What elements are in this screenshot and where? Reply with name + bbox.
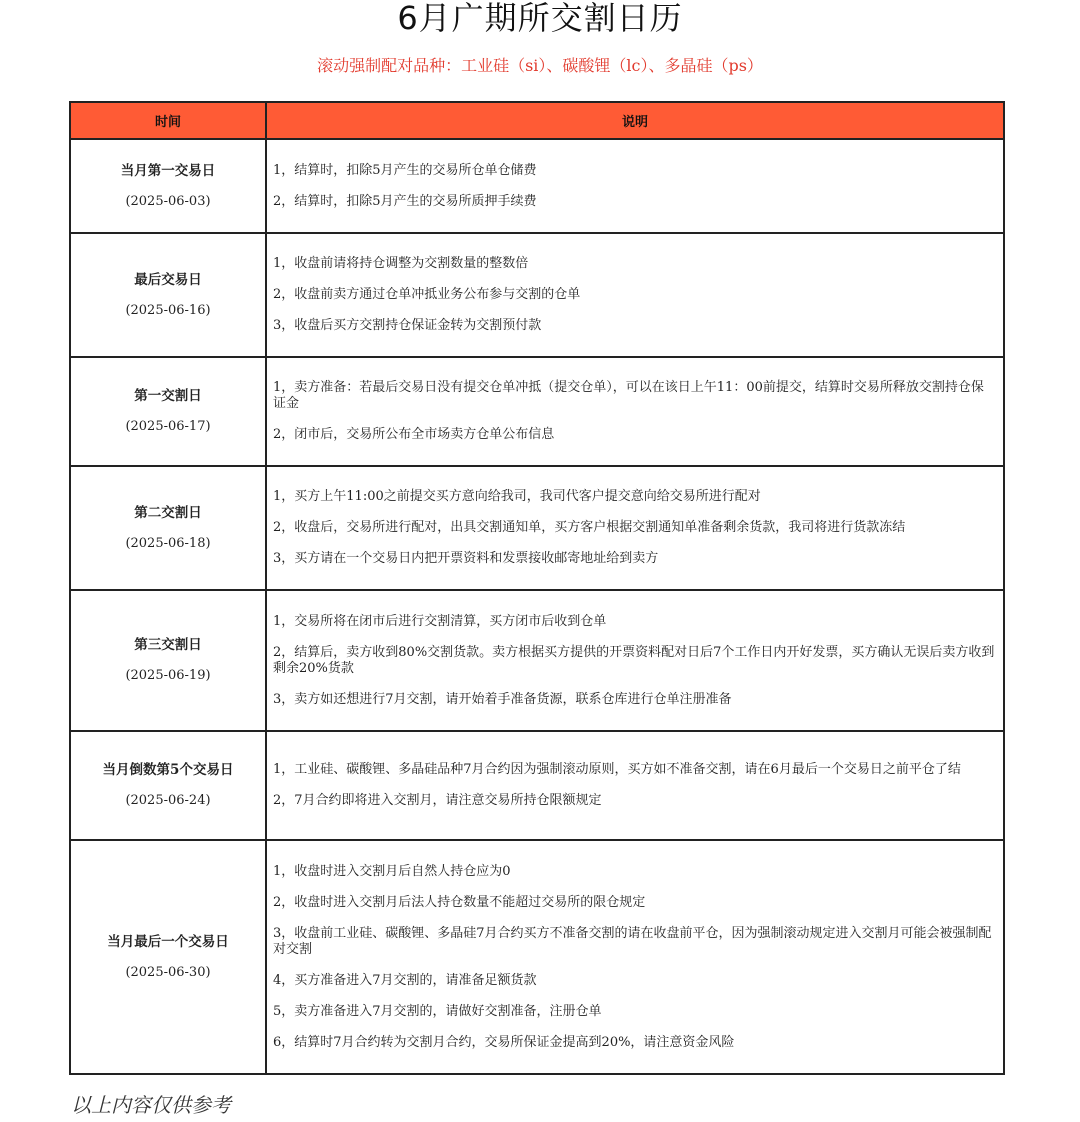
table-header-row bbox=[70, 102, 1004, 139]
table-row bbox=[70, 466, 1004, 590]
description-list bbox=[273, 864, 995, 1051]
table-row bbox=[70, 731, 1004, 840]
description-item: 2，收盘后，交易所进行配对，出具交割通知单，买方客户根据交割通知单准备剩余货款，我司将进行货款冻结 bbox=[273, 520, 906, 535]
day-name: 当月第一交易日 bbox=[120, 162, 216, 179]
description-cell bbox=[266, 357, 1004, 466]
delivery-calendar-table bbox=[69, 101, 1005, 1075]
description-list bbox=[273, 163, 995, 210]
time-cell bbox=[70, 357, 266, 466]
description-item: 2，收盘时进入交割月后法人持仓数量不能超过交易所的限仓规定 bbox=[273, 894, 646, 910]
day-date: (2025-06-16) bbox=[125, 302, 211, 318]
day-name: 当月倒数第5个交易日 bbox=[102, 762, 234, 778]
page-title: 6月广期所交割日历 bbox=[397, 0, 683, 37]
description-item: 1，收盘时进入交割月后自然人持仓应为0 bbox=[273, 863, 511, 879]
description-cell bbox=[266, 590, 1004, 731]
description-item: 2，结算后，卖方收到80%交割货款。卖方根据买方提供的开票资料配对日后7个工作日内开好发票，买方确认无误后卖方收到剩余20%货款 bbox=[273, 644, 995, 676]
description-item: 2，7月合约即将进入交割月，请注意交易所持仓限额规定 bbox=[273, 793, 602, 808]
day-name: 当月最后一个交易日 bbox=[107, 933, 229, 950]
description-item: 4，买方准备进入7月交割的，请准备足额货款 bbox=[273, 972, 537, 988]
time-cell bbox=[70, 233, 266, 357]
description-item: 3，买方请在一个交易日内把开票资料和发票接收邮寄地址给到卖方 bbox=[273, 551, 659, 566]
time-cell bbox=[70, 466, 266, 590]
description-list bbox=[273, 762, 995, 809]
description-cell bbox=[266, 233, 1004, 357]
description-item: 1，卖方准备：若最后交易日没有提交仓单冲抵（提交仓单），可以在该日上午11：00前提交，结算时交易所释放交割持仓保证金 bbox=[273, 380, 984, 411]
day-date: (2025-06-24) bbox=[125, 793, 211, 808]
day-name: 第三交割日 bbox=[134, 637, 202, 653]
day-date: (2025-06-17) bbox=[125, 419, 211, 434]
day-date: (2025-06-03) bbox=[125, 193, 211, 209]
description-item: 1，工业硅、碳酸锂、多晶硅品种7月合约因为强制滚动原则，买方如不准备交割，请在6月最后一个交易日之前平仓了结 bbox=[273, 762, 961, 777]
description-item: 1，买方上午11:00之前提交买方意向给我司，我司代客户提交意向给交易所进行配对 bbox=[273, 489, 761, 504]
time-cell bbox=[70, 731, 266, 840]
description-cell bbox=[266, 840, 1004, 1074]
description-cell bbox=[266, 731, 1004, 840]
description-list bbox=[273, 614, 995, 708]
description-item: 3，卖方如还想进行7月交割，请开始着手准备货源，联系仓库进行仓单注册准备 bbox=[273, 691, 732, 707]
description-list bbox=[273, 256, 995, 334]
day-name: 最后交易日 bbox=[134, 271, 202, 288]
table-row bbox=[70, 590, 1004, 731]
description-list bbox=[273, 489, 995, 567]
description-item: 1，交易所将在闭市后进行交割清算，买方闭市后收到仓单 bbox=[273, 613, 607, 629]
day-date: (2025-06-18) bbox=[125, 535, 211, 551]
description-list bbox=[273, 380, 995, 443]
description-item: 3，收盘前工业硅、碳酸锂、多晶硅7月合约买方不准备交割的请在收盘前平仓，因为强制滚动规定进入交割月可能会被强制配对交割 bbox=[273, 925, 992, 957]
description-item: 2，收盘前卖方通过仓单冲抵业务公布参与交割的仓单 bbox=[273, 287, 581, 302]
page-subtitle: 滚动强制配对品种：工业硅（si）、碳酸锂（lc）、多晶硅（ps） bbox=[317, 56, 763, 75]
description-item: 1，结算时，扣除5月产生的交易所仓单仓储费 bbox=[273, 162, 537, 178]
description-cell bbox=[266, 139, 1004, 233]
time-cell bbox=[70, 840, 266, 1074]
day-name: 第一交割日 bbox=[134, 388, 202, 404]
table-row bbox=[70, 357, 1004, 466]
table-body bbox=[70, 139, 1004, 1074]
description-item: 2，结算时，扣除5月产生的交易所质押手续费 bbox=[273, 193, 537, 209]
time-cell bbox=[70, 139, 266, 233]
day-date: (2025-06-30) bbox=[125, 964, 211, 980]
description-item: 1，收盘前请将持仓调整为交割数量的整数倍 bbox=[273, 256, 529, 271]
description-item: 6，结算时7月合约转为交割月合约，交易所保证金提高到20%，请注意资金风险 bbox=[273, 1034, 735, 1050]
description-cell bbox=[266, 466, 1004, 590]
description-item: 3，收盘后买方交割持仓保证金转为交割预付款 bbox=[273, 318, 542, 333]
description-item: 2，闭市后，交易所公布全市场卖方仓单公布信息 bbox=[273, 427, 555, 442]
table-row bbox=[70, 139, 1004, 233]
description-item: 5，卖方准备进入7月交割的，请做好交割准备，注册仓单 bbox=[273, 1003, 602, 1019]
footer-disclaimer: 以上内容仅供参考 bbox=[71, 1093, 231, 1117]
time-cell bbox=[70, 590, 266, 731]
table-row bbox=[70, 233, 1004, 357]
header-description: 说明 bbox=[266, 102, 1004, 139]
table-row bbox=[70, 840, 1004, 1074]
day-date: (2025-06-19) bbox=[125, 668, 211, 683]
header-time: 时间 bbox=[70, 102, 266, 139]
day-name: 第二交割日 bbox=[134, 504, 202, 521]
